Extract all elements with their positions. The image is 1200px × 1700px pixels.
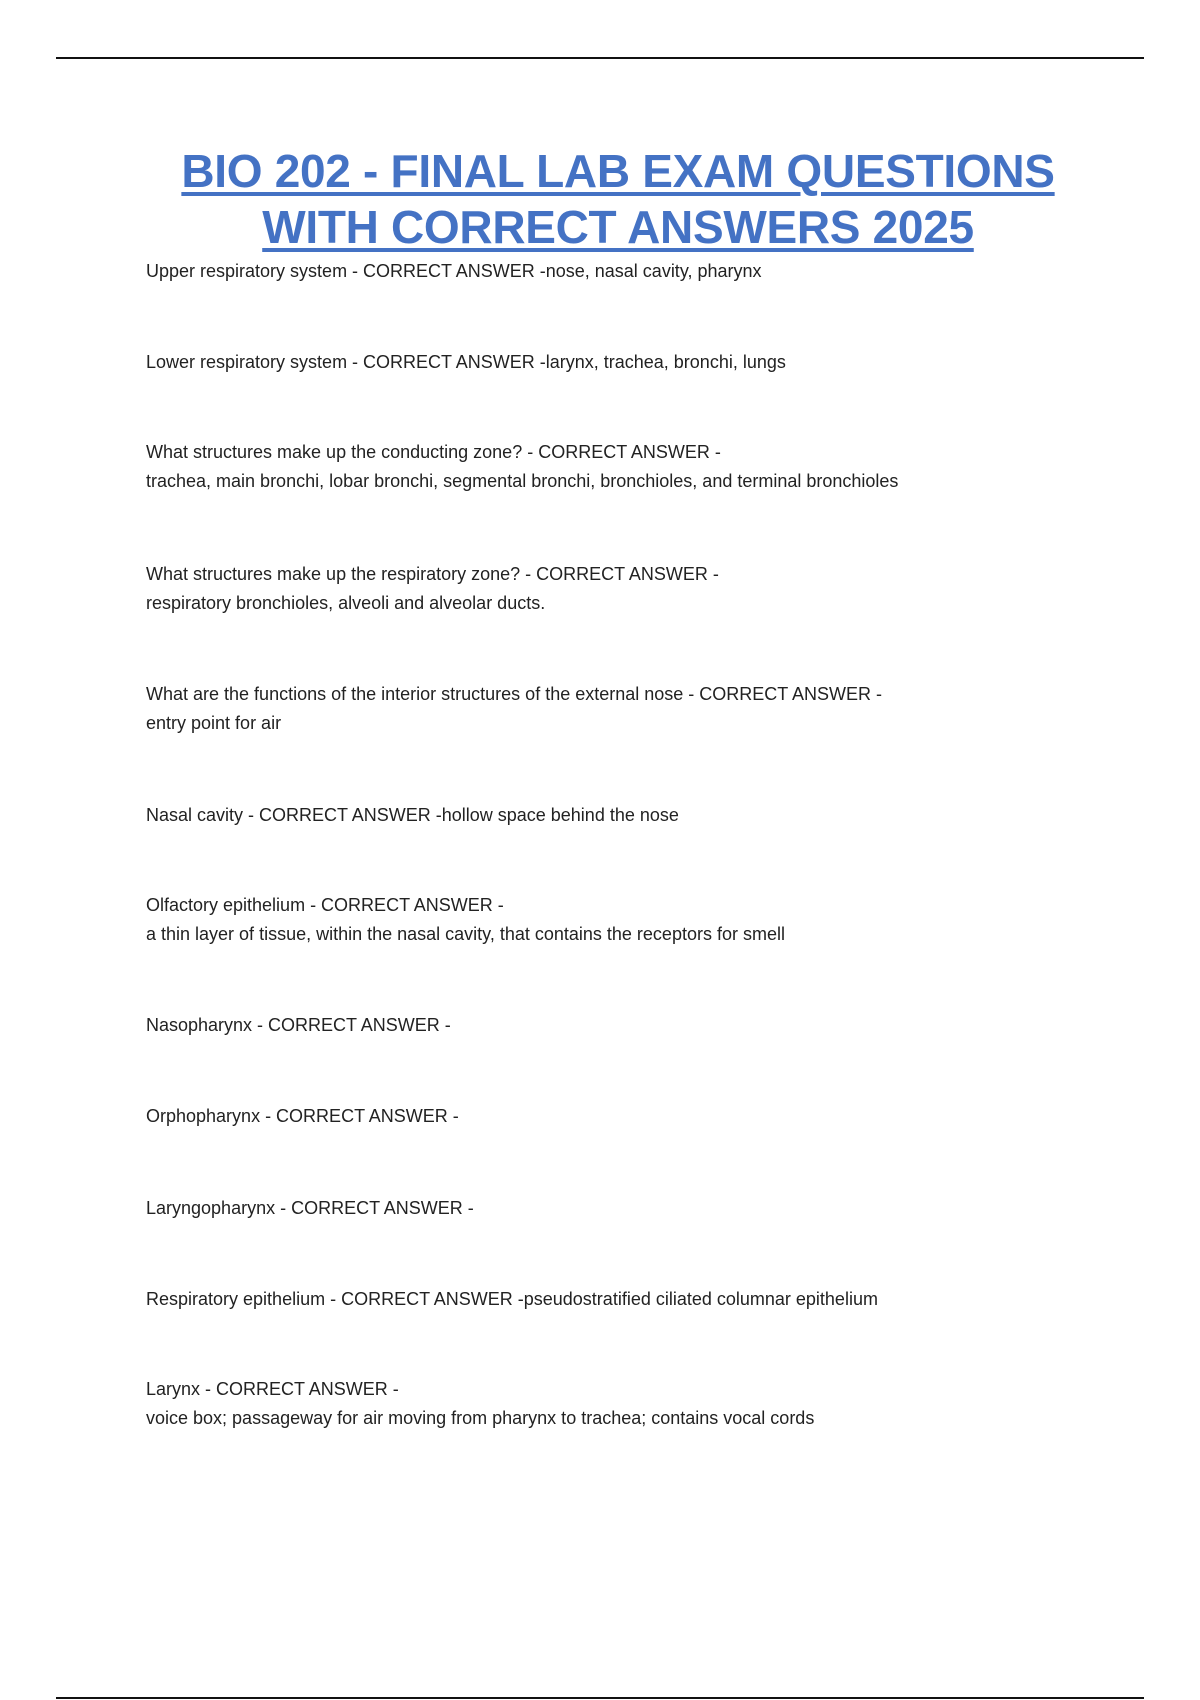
question: Respiratory epithelium - CORRECT ANSWER -pseudostratified ciliated columnar epithelium <box>146 1289 878 1309</box>
question: What structures make up the conducting zone? - CORRECT ANSWER - <box>146 442 721 462</box>
question: Laryngopharynx - CORRECT ANSWER - <box>146 1198 474 1218</box>
qa-item <box>146 1102 1106 1131</box>
qa-item <box>146 257 1106 286</box>
document-title <box>130 143 1106 255</box>
qa-item <box>146 680 1106 738</box>
question: What structures make up the respiratory zone? - CORRECT ANSWER - <box>146 564 719 584</box>
title-line-2: WITH CORRECT ANSWERS 2025 <box>262 201 974 253</box>
answer: entry point for air <box>146 713 282 733</box>
answer: trachea, main bronchi, lobar bronchi, segmental bronchi, bronchioles, and terminal bronchioles <box>146 471 899 491</box>
top-rule <box>56 57 1144 59</box>
qa-item <box>146 801 1106 830</box>
answer: a thin layer of tissue, within the nasal cavity, that contains the receptors for smell <box>146 924 785 944</box>
question: Orphopharynx - CORRECT ANSWER - <box>146 1106 459 1126</box>
question: Olfactory epithelium - CORRECT ANSWER - <box>146 895 504 915</box>
qa-item <box>146 438 1106 496</box>
qa-item <box>146 1375 1106 1433</box>
question: What are the functions of the interior structures of the external nose - CORRECT ANSWER - <box>146 684 882 704</box>
qa-item <box>146 891 1106 949</box>
question: Larynx - CORRECT ANSWER - <box>146 1379 399 1399</box>
qa-item <box>146 348 1106 377</box>
qa-item <box>146 1194 1106 1223</box>
answer: voice box; passageway for air moving from pharynx to trachea; contains vocal cords <box>146 1408 815 1428</box>
question: Lower respiratory system - CORRECT ANSWER -larynx, trachea, bronchi, lungs <box>146 352 786 372</box>
question: Upper respiratory system - CORRECT ANSWER -nose, nasal cavity, pharynx <box>146 261 762 281</box>
title-line-1: BIO 202 - FINAL LAB EXAM QUESTIONS <box>181 145 1055 197</box>
question: Nasopharynx - CORRECT ANSWER - <box>146 1015 451 1035</box>
bottom-rule <box>56 1697 1144 1699</box>
qa-item <box>146 1011 1106 1040</box>
question: Nasal cavity - CORRECT ANSWER -hollow space behind the nose <box>146 805 679 825</box>
qa-item <box>146 560 1106 618</box>
answer: respiratory bronchioles, alveoli and alveolar ducts. <box>146 593 546 613</box>
qa-item <box>146 1285 1106 1314</box>
